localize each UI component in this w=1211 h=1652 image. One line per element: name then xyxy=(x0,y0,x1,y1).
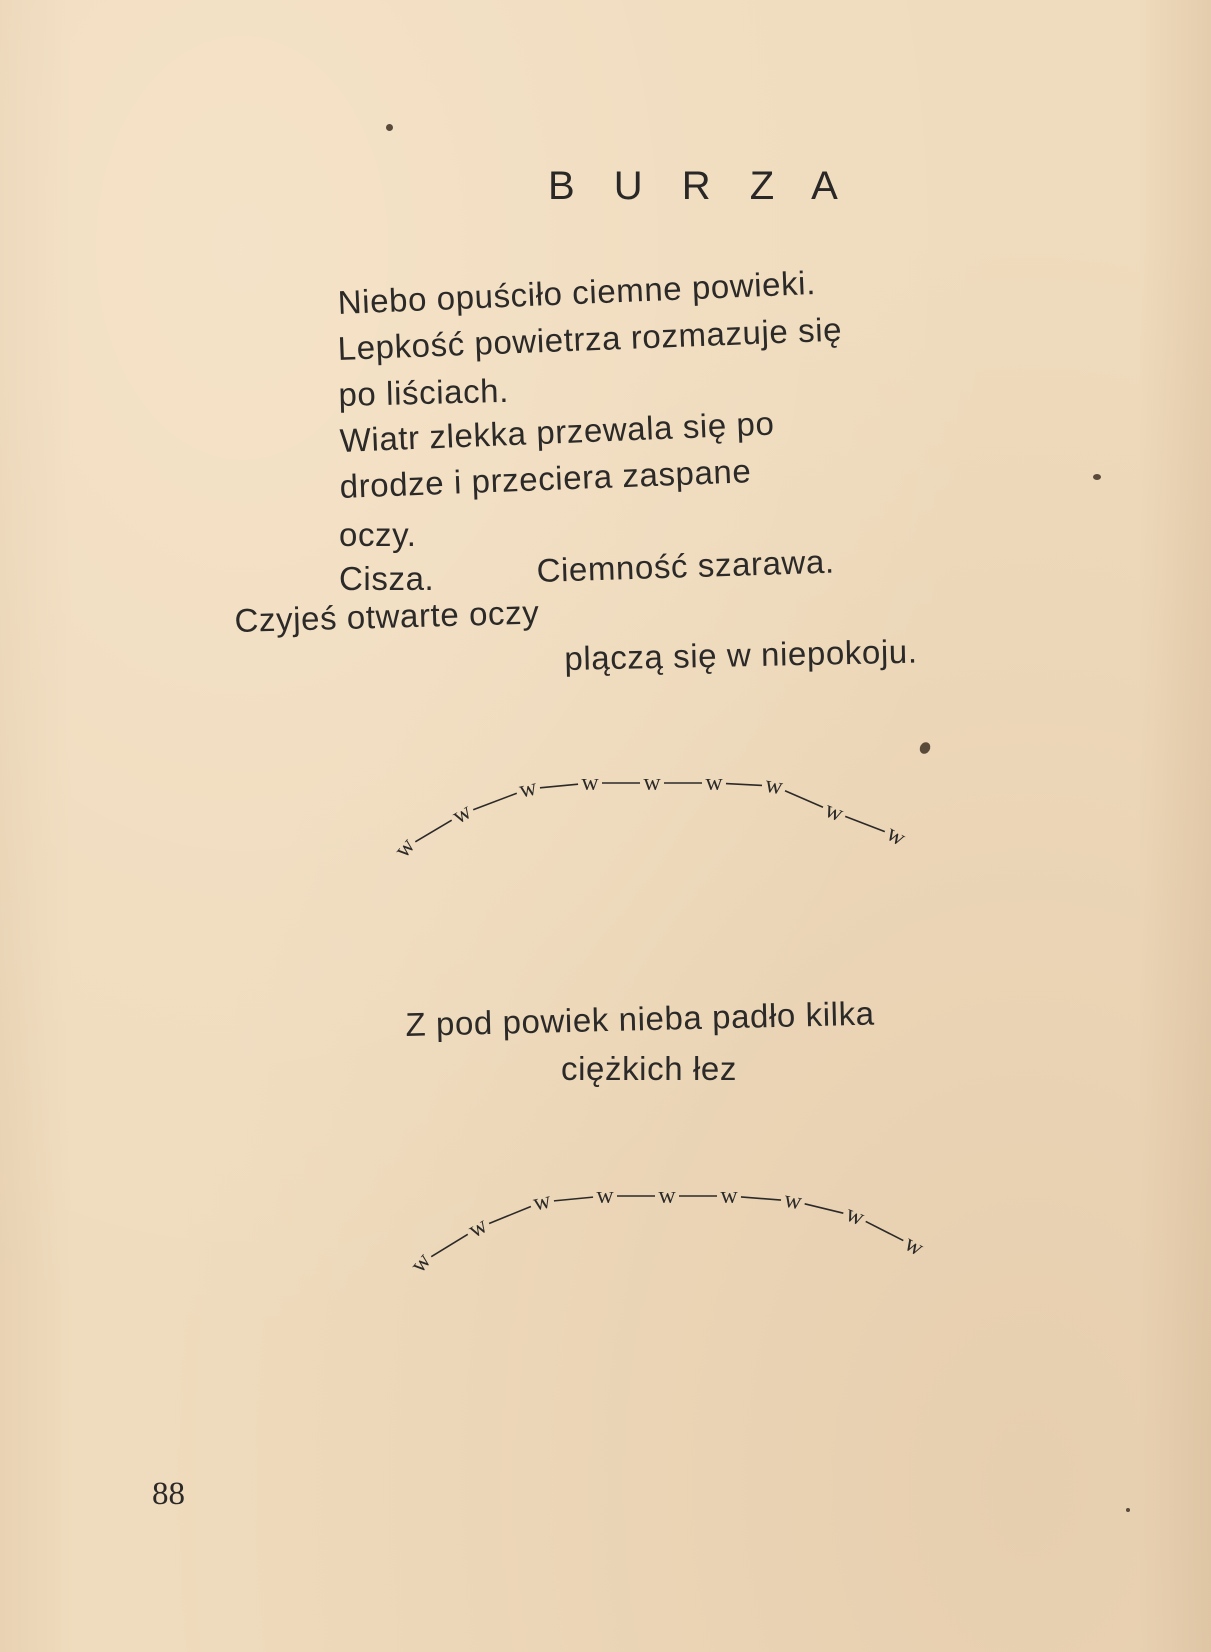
wave-letter: w xyxy=(658,1183,676,1209)
poem-line: Lepkość powietrza rozmazuje się xyxy=(337,310,843,367)
poem-line: Ciemność szarawa. xyxy=(536,542,836,589)
wave-letter: w xyxy=(643,770,661,796)
poem-line: plączą się w niepokoju. xyxy=(564,632,918,677)
wave-letter: w xyxy=(782,1186,804,1216)
wave-letter: w xyxy=(720,1183,738,1209)
wave-dash xyxy=(489,1207,531,1224)
poem-line: Z pod powiek nieba padło kilka xyxy=(405,994,876,1043)
wave-letter: w xyxy=(842,1200,868,1232)
wave-letter: w xyxy=(389,833,421,863)
wave-letter: w xyxy=(581,770,599,796)
wave-dash xyxy=(741,1197,781,1200)
wave-letter: w xyxy=(899,1230,929,1262)
wave-letter: w xyxy=(881,820,911,852)
wave-letter: w xyxy=(405,1248,437,1278)
wave-letter: w xyxy=(516,774,540,804)
poem-line: po liściach. xyxy=(338,371,510,413)
poem-line: ciężkich łez xyxy=(561,1050,737,1087)
poem-line: Czyjeś otwarte oczy xyxy=(234,593,540,639)
wave-dash xyxy=(554,1197,593,1201)
wave-dash xyxy=(866,1221,904,1240)
wave-letter: w xyxy=(705,770,723,796)
wave-letter: w xyxy=(821,796,847,828)
poem-line: drodze i przeciera zaspane xyxy=(339,452,752,505)
wave-letter: w xyxy=(530,1187,554,1217)
wave-letter: w xyxy=(763,771,785,801)
poem-title: B U R Z A xyxy=(548,164,852,208)
wave-letter: w xyxy=(463,1212,493,1244)
poem-line: Cisza. xyxy=(339,560,435,597)
poem-line: Wiatr zlekka przewala się po xyxy=(339,404,776,459)
wave-dash xyxy=(431,1234,468,1256)
wave-letter: w xyxy=(447,798,477,830)
poem-line: Niebo opuściło ciemne powieki. xyxy=(337,263,817,321)
poem-line: oczy. xyxy=(339,516,417,553)
wave-letter: w xyxy=(596,1183,614,1209)
wave-dash xyxy=(805,1204,844,1213)
page-number: 88 xyxy=(152,1476,185,1512)
